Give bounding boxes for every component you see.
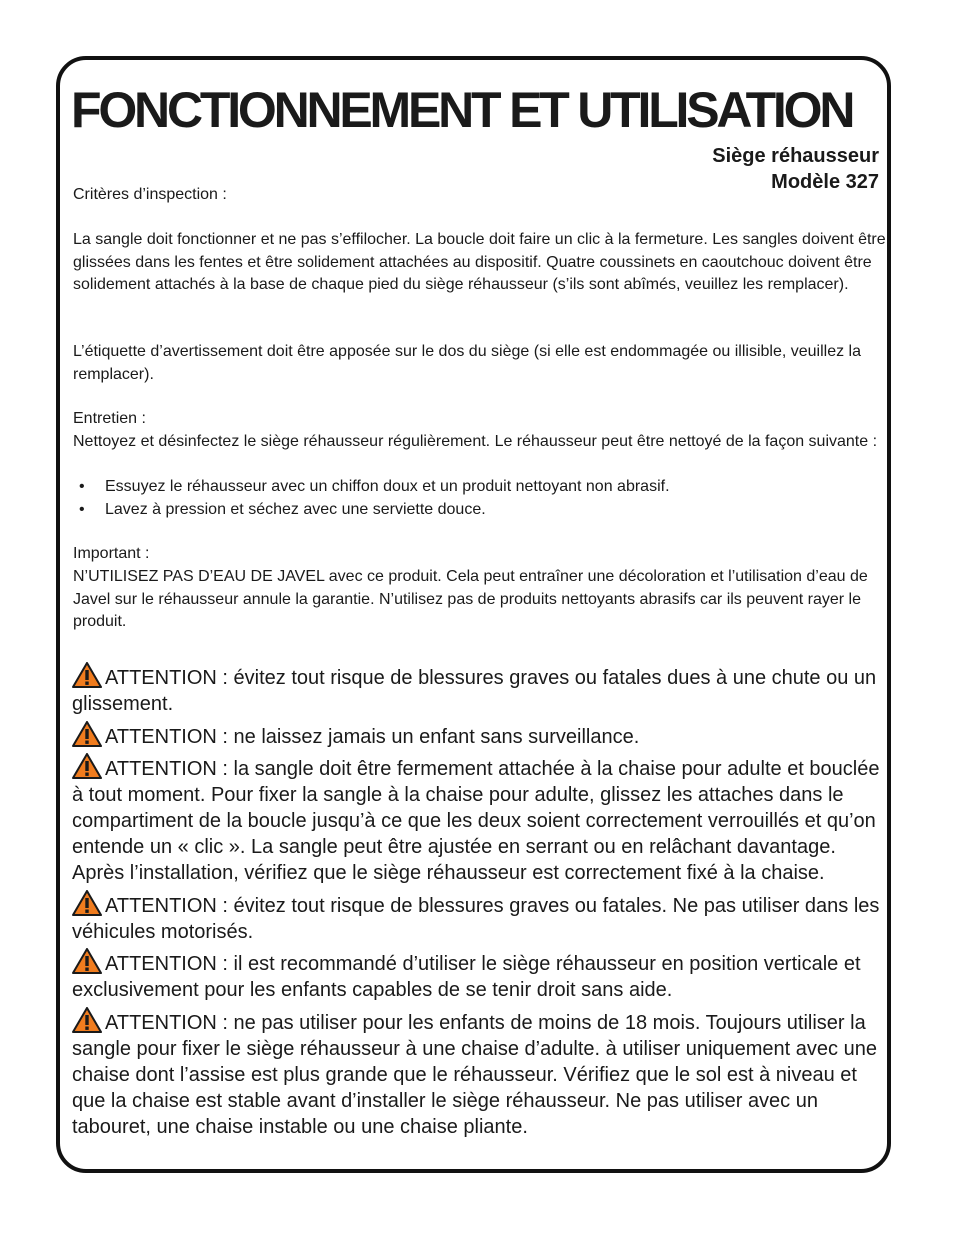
important-text: N’UTILISEZ PAS D’EAU DE JAVEL avec ce produit. Cela peut entraîner une décoloration et l’utilisation d’eau de Javel sur le réhausseur annule la garantie. N’utilisez pas de produits nettoyants abrasifs car ils peuvent rayer le produit. bbox=[73, 568, 868, 630]
inspection-paragraph-label: L’étiquette d’avertissement doit être apposée sur le dos du siège (si elle est endommagée ou illisible, veuillez la remplacer). bbox=[73, 343, 862, 383]
warning-triangle-icon bbox=[72, 948, 102, 974]
warning-item bbox=[72, 753, 884, 886]
warning-text: ATTENTION : il est recommandé d’utiliser le siège réhausseur en position verticale et exclusivement pour les enfants capables de se tenir droit sans aide. bbox=[72, 953, 861, 1001]
warning-triangle-icon bbox=[72, 662, 102, 688]
warning-triangle-icon bbox=[72, 890, 102, 916]
maintenance-text: Nettoyez et désinfectez le siège réhausseur régulièrement. Le réhausseur peut être nettoyé de la façon suivante : bbox=[73, 433, 878, 450]
warnings-list bbox=[72, 662, 884, 1143]
inspection-heading: Critères d’inspection : bbox=[73, 186, 227, 203]
warning-text: ATTENTION : la sangle doit être fermement attachée à la chaise pour adulte et bouclée à tout moment. Pour fixer la sangle à la chaise pour adulte, glissez les attaches dans le compartiment de la boucle jusqu’à ce que les deux soient correctement verrouillés et qu’on entende un « clic ». La sangle peut être ajustée en serrant ou en relâchant davantage. Après l’installation, vérifiez que le siège réhausseur est correctement fixé à la chaise. bbox=[72, 758, 880, 884]
warning-item bbox=[72, 948, 884, 1003]
warning-text: ATTENTION : ne laissez jamais un enfant sans surveillance. bbox=[105, 725, 640, 748]
warning-item bbox=[72, 662, 884, 717]
maintenance-list bbox=[73, 476, 883, 521]
inspection-paragraph-strap: La sangle doit fonctionner et ne pas s’effilocher. La boucle doit faire un clic à la fermeture. Les sangles doivent être glissées dans les fentes et être solidement attachées au dispositif. Quatre coussinets en caoutchouc doivent être solidement attachés à la base de chaque pied du siège réhausseur (s’ils sont abîmés, veuillez les remplacer). bbox=[73, 231, 886, 293]
warning-item bbox=[72, 890, 884, 945]
warning-text: ATTENTION : évitez tout risque de blessures graves ou fatales dues à une chute ou un glissement. bbox=[72, 667, 877, 715]
warning-triangle-icon bbox=[72, 1007, 102, 1033]
warning-text: ATTENTION : ne pas utiliser pour les enfants de moins de 18 mois. Toujours utiliser la sangle pour fixer le siège réhausseur à une chaise d’adulte. à utiliser uniquement avec une chaise dont l’assise est plus grande que le réhausseur. Vérifiez que le sol est à niveau et que la chaise est stable avant d’installer le siège réhausseur. Ne pas utiliser avec un tabouret, une chaise instable ou une chaise pliante. bbox=[72, 1011, 877, 1138]
page-title: FONCTIONNEMENT ET UTILISATION bbox=[71, 82, 853, 138]
warning-item bbox=[72, 1007, 884, 1140]
model-number: Modèle 327 bbox=[771, 171, 879, 193]
warning-triangle-icon bbox=[72, 721, 102, 747]
warning-text: ATTENTION : évitez tout risque de blessures graves ou fatales. Ne pas utiliser dans les véhicules motorisés. bbox=[72, 894, 880, 943]
maintenance-heading: Entretien : bbox=[73, 410, 146, 427]
warning-item bbox=[72, 721, 884, 750]
product-name: Siège réhausseur bbox=[712, 145, 879, 167]
list-item: • Lavez à pression et séchez avec une serviette douce. bbox=[73, 499, 883, 522]
important-heading: Important : bbox=[73, 545, 150, 562]
warning-triangle-icon bbox=[72, 753, 102, 779]
list-item: • Essuyez le réhausseur avec un chiffon doux et un produit nettoyant non abrasif. bbox=[73, 476, 883, 499]
